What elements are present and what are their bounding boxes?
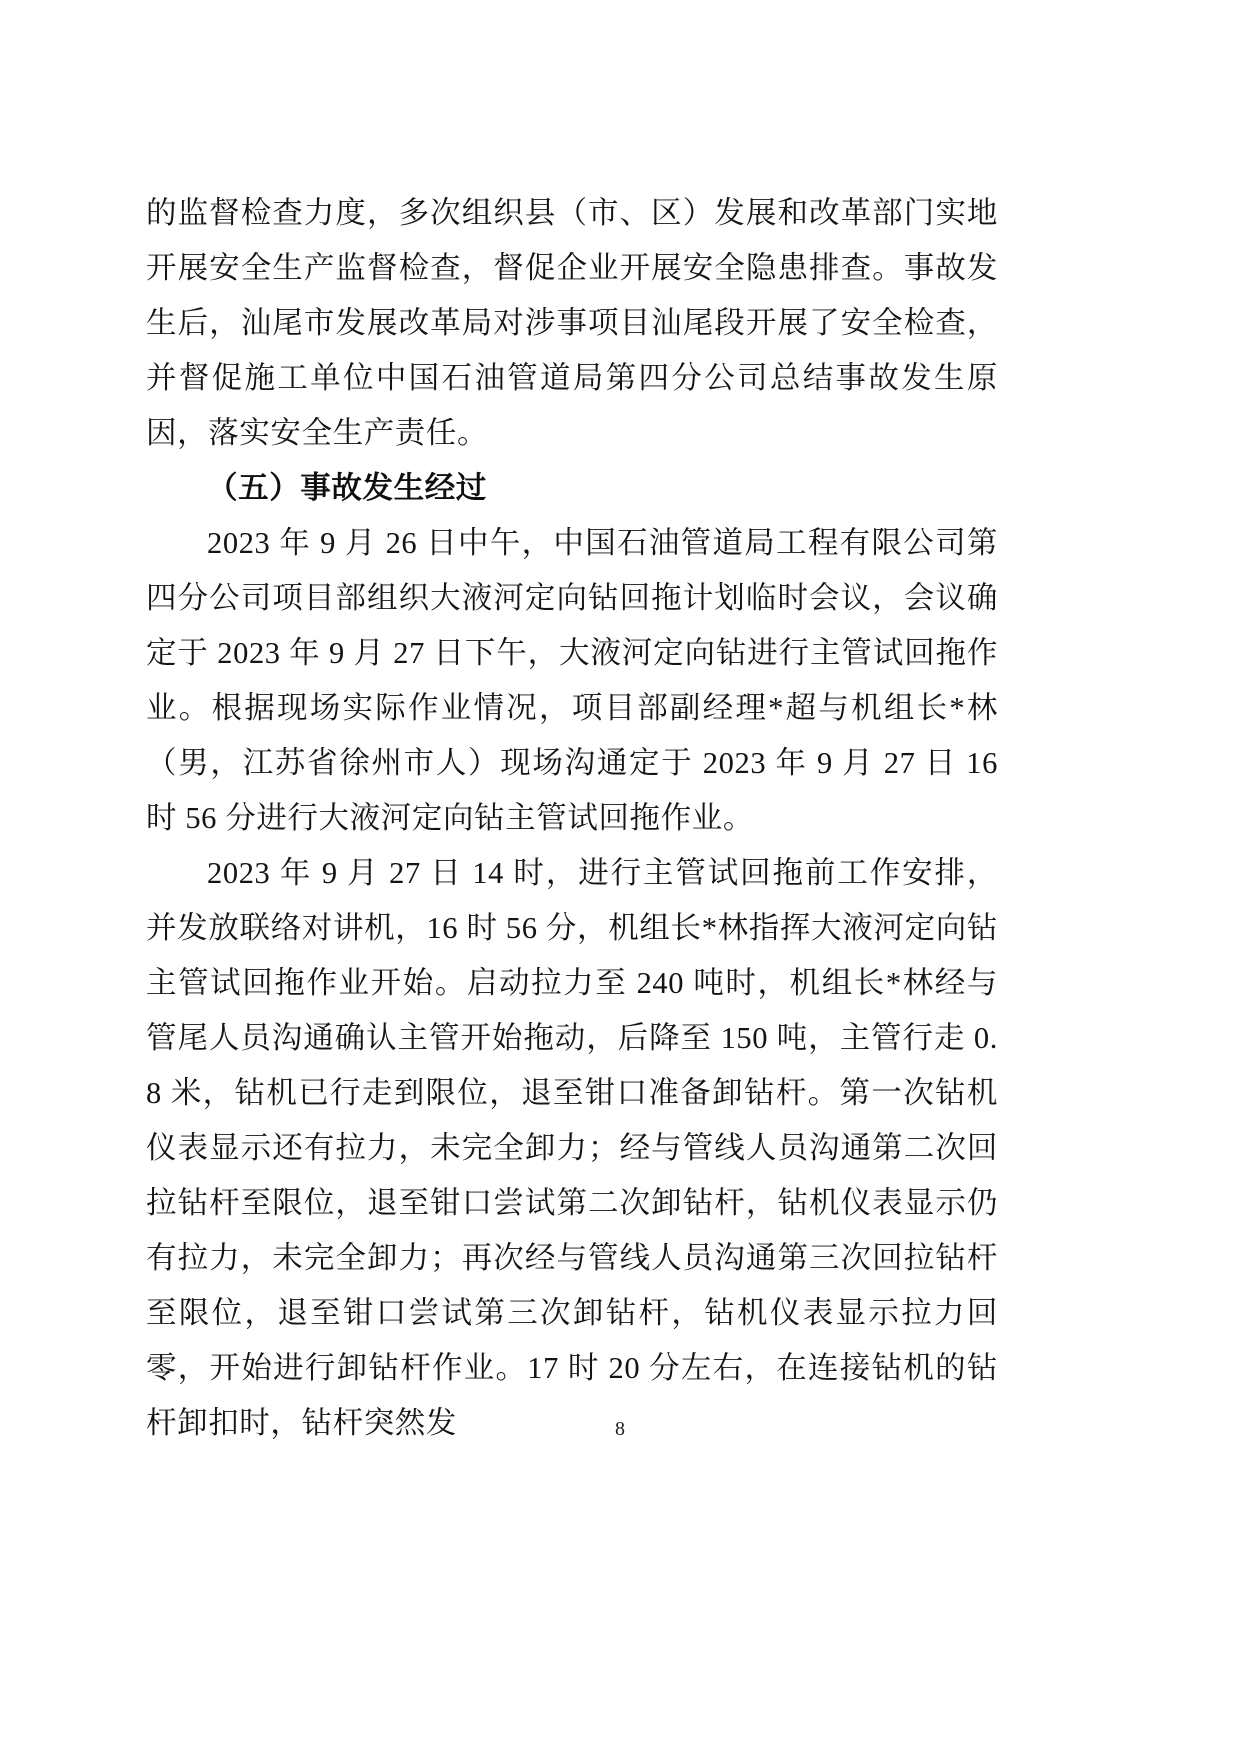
paragraph-continued: 的监督检查力度，多次组织县（市、区）发展和改革部门实地开展安全生产监督检查，督促企业开展安全隐患排查。事故发生后，汕尾市发展改革局对涉事项目汕尾段开展了安全检查，并督促施工单位中国石油管道局第四分公司总结事故发生原因，落实安全生产责任。 — [146, 196, 998, 450]
paragraph-accident-planning: 2023 年 9 月 26 日中午，中国石油管道局工程有限公司第四分公司项目部组织大液河定向钻回拖计划临时会议，会议确定于 2023 年 9 月 27 日下午，大液河定向钻进行主管试回拖作业。根据现场实际作业情况，项目部副经理*超与机组长*林（男，江苏省徐州市人）现场沟通定于 2023 年 9 月 27 日 16 时 56 分进行大液河定向钻主管试回拖作业。 — [146, 526, 998, 835]
section-heading-five: （五）事故发生经过 — [207, 471, 487, 506]
page-content — [146, 186, 998, 1451]
paragraph-accident-sequence: 2023 年 9 月 27 日 14 时，进行主管试回拖前工作安排，并发放联络对讲机，16 时 56 分，机组长*林指挥大液河定向钻主管试回拖作业开始。启动拉力至 240 吨时，机组长*林经与管尾人员沟通确认主管开始拖动，后降至 150 吨，主管行走 0.8 米，钻机已行走到限位，退至钳口准备卸钻杆。第一次钻机仪表显示还有拉力，未完全卸力；经与管线人员沟通第二次回拉钻杆至限位，退至钳口尝试第二次卸钻杆，钻机仪表显示仍有拉力，未完全卸力；再次经与管线人员沟通第三次回拉钻杆至限位，退至钳口尝试第三次卸钻杆，钻机仪表显示拉力回零，开始进行卸钻杆作业。17 时 20 分左右，在连接钻机的钻杆卸扣时，钻杆突然发 — [146, 856, 998, 1440]
page-number: 8 — [615, 1418, 625, 1440]
